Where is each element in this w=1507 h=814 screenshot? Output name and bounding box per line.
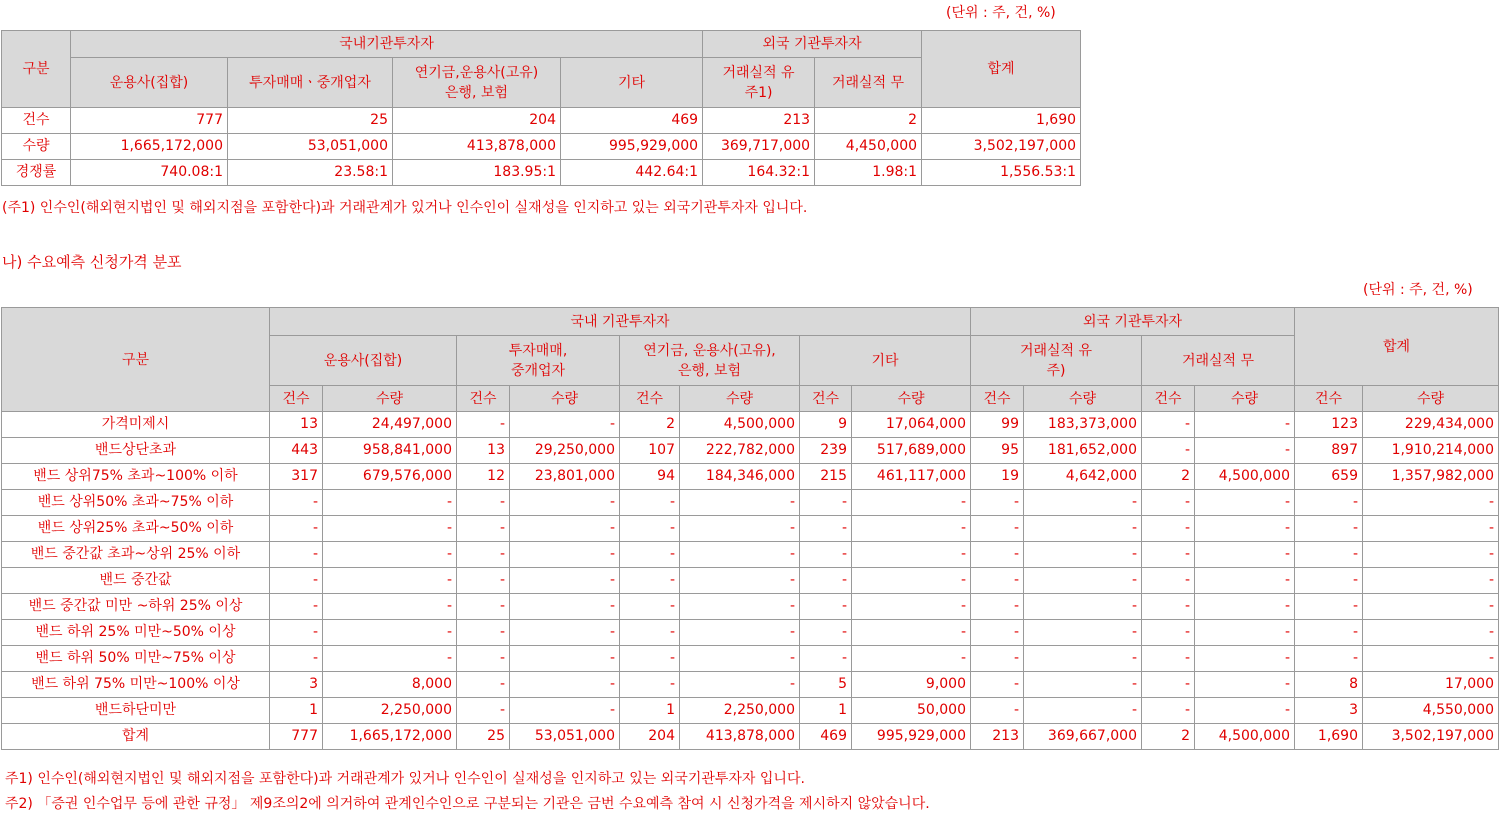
t1-col-header: 연기금,운용사(고유) 은행, 보험 <box>393 58 561 108</box>
competition-table <box>1 30 1081 186</box>
table-cell: - <box>852 516 971 542</box>
table-cell: 4,450,000 <box>815 134 922 160</box>
table-row <box>2 464 1499 490</box>
table-cell: - <box>1024 672 1142 698</box>
t1-col-header: 기타 <box>561 58 703 108</box>
t2-count-header: 건수 <box>270 386 323 412</box>
table-cell: 184,346,000 <box>680 464 800 490</box>
table-cell: 4,550,000 <box>1363 698 1499 724</box>
table-cell: - <box>800 646 852 672</box>
table-cell: 1 <box>620 698 680 724</box>
table-row <box>2 108 1081 134</box>
table-cell: 2,250,000 <box>323 698 457 724</box>
table-cell: - <box>323 542 457 568</box>
table-cell: 1,556.53:1 <box>922 160 1081 186</box>
table-cell: - <box>852 646 971 672</box>
table-cell: - <box>510 698 620 724</box>
table-cell: - <box>510 490 620 516</box>
t2-gubun-header: 구분 <box>2 308 270 412</box>
table-cell: - <box>1142 412 1195 438</box>
table-cell: - <box>510 620 620 646</box>
table-cell: - <box>800 594 852 620</box>
table-cell: - <box>1195 646 1295 672</box>
table-cell: - <box>1195 490 1295 516</box>
table-cell: - <box>510 646 620 672</box>
t2-group-header: 거래실적 무 <box>1142 336 1295 386</box>
table-cell: - <box>457 646 510 672</box>
table-cell: - <box>457 490 510 516</box>
table-cell: - <box>323 594 457 620</box>
table-cell: 1,665,172,000 <box>323 724 457 750</box>
table-cell: 23,801,000 <box>510 464 620 490</box>
domestic-header: 국내기관투자자 <box>71 31 703 58</box>
table-cell: 183.95:1 <box>393 160 561 186</box>
table-cell: 53,051,000 <box>510 724 620 750</box>
table-cell: 958,841,000 <box>323 438 457 464</box>
table-cell: - <box>1195 542 1295 568</box>
table-cell: - <box>1295 568 1363 594</box>
t2-count-header: 건수 <box>1295 386 1363 412</box>
table-row <box>2 672 1499 698</box>
t1-col-header: 거래실적 무 <box>815 58 922 108</box>
table-cell: - <box>270 620 323 646</box>
t2-qty-header: 수량 <box>852 386 971 412</box>
table-cell: - <box>510 542 620 568</box>
row-label: 밴드 중간값 초과~상위 25% 이하 <box>2 542 270 568</box>
table-cell: 461,117,000 <box>852 464 971 490</box>
table-cell: 24,497,000 <box>323 412 457 438</box>
table-cell: - <box>1142 438 1195 464</box>
table-cell: - <box>680 542 800 568</box>
t2-qty-header: 수량 <box>680 386 800 412</box>
table-cell: 369,717,000 <box>703 134 815 160</box>
table-cell: 2 <box>815 108 922 134</box>
table-cell: 4,500,000 <box>1195 464 1295 490</box>
row-label: 밴드 하위 75% 미만~100% 이상 <box>2 672 270 698</box>
table-row <box>2 724 1499 750</box>
table-row <box>2 438 1499 464</box>
table-cell: - <box>1295 516 1363 542</box>
t2-qty-header: 수량 <box>1363 386 1499 412</box>
table-cell: - <box>680 672 800 698</box>
table-cell: 897 <box>1295 438 1363 464</box>
table-cell: 25 <box>228 108 393 134</box>
table-cell: 181,652,000 <box>1024 438 1142 464</box>
table-cell: 53,051,000 <box>228 134 393 160</box>
table-cell: - <box>971 698 1024 724</box>
row-label: 수량 <box>2 134 71 160</box>
table-cell: - <box>270 594 323 620</box>
table-cell: - <box>270 490 323 516</box>
table-cell: 213 <box>703 108 815 134</box>
table-cell: - <box>971 646 1024 672</box>
table-cell: 4,500,000 <box>1195 724 1295 750</box>
table-cell: - <box>323 620 457 646</box>
t1-col-header: 투자매매ㆍ중개업자 <box>228 58 393 108</box>
row-label: 합계 <box>2 724 270 750</box>
table-cell: - <box>1363 646 1499 672</box>
row-label: 밴드 상위25% 초과~50% 이하 <box>2 516 270 542</box>
table-cell: - <box>1363 542 1499 568</box>
table-cell: - <box>1142 568 1195 594</box>
t2-group-header: 투자매매, 중개업자 <box>457 336 620 386</box>
table-cell: 8,000 <box>323 672 457 698</box>
t1-col-header: 운용사(집합) <box>71 58 228 108</box>
table-cell: 3 <box>1295 698 1363 724</box>
table-cell: 123 <box>1295 412 1363 438</box>
table-cell: - <box>510 672 620 698</box>
table-cell: - <box>620 594 680 620</box>
table-cell: - <box>1142 516 1195 542</box>
table-cell: 229,434,000 <box>1363 412 1499 438</box>
table-cell: 995,929,000 <box>561 134 703 160</box>
t2-qty-header: 수량 <box>323 386 457 412</box>
t2-group-header: 운용사(집합) <box>270 336 457 386</box>
table-cell: 1,690 <box>922 108 1081 134</box>
table-cell: 215 <box>800 464 852 490</box>
row-label: 밴드 상위75% 초과~100% 이하 <box>2 464 270 490</box>
table-cell: - <box>1195 594 1295 620</box>
table-cell: 17,000 <box>1363 672 1499 698</box>
table-cell: - <box>1142 542 1195 568</box>
table-cell: - <box>1024 516 1142 542</box>
table-cell: 659 <box>1295 464 1363 490</box>
table-cell: 12 <box>457 464 510 490</box>
table-cell: - <box>1295 542 1363 568</box>
table-cell: 13 <box>457 438 510 464</box>
table-cell: - <box>1024 568 1142 594</box>
table-cell: 95 <box>971 438 1024 464</box>
table-cell: - <box>1024 698 1142 724</box>
table-cell: - <box>1363 594 1499 620</box>
t2-count-header: 건수 <box>620 386 680 412</box>
table-cell: - <box>323 490 457 516</box>
table-cell: - <box>852 620 971 646</box>
table-cell: - <box>1195 672 1295 698</box>
table-cell: - <box>971 594 1024 620</box>
table-cell: - <box>323 646 457 672</box>
table-cell: - <box>1142 672 1195 698</box>
table-cell: - <box>620 620 680 646</box>
table-cell: - <box>1024 620 1142 646</box>
table-cell: - <box>1363 620 1499 646</box>
table-cell: 443 <box>270 438 323 464</box>
table-cell: - <box>800 516 852 542</box>
table-cell: 1,357,982,000 <box>1363 464 1499 490</box>
table-cell: 25 <box>457 724 510 750</box>
table2-unit: (단위 : 주, 건, %) <box>1363 282 1473 298</box>
row-label: 밴드상단초과 <box>2 438 270 464</box>
table-cell: - <box>1295 646 1363 672</box>
table-cell: - <box>971 620 1024 646</box>
table2-note-2: 주2) 「증권 인수업무 등에 관한 규정」 제9조의2에 의거하여 관계인수인으로 구분되는 기관은 금번 수요예측 참여 시 신청가격을 제시하지 않았습니다. <box>5 796 930 812</box>
t2-group-header: 거래실적 유 주) <box>971 336 1142 386</box>
table-cell: - <box>1295 490 1363 516</box>
table-cell: 1,910,214,000 <box>1363 438 1499 464</box>
table2-note-1: 주1) 인수인(해외현지법인 및 해외지점을 포함한다)과 거래관계가 있거나 인수인이 실재성을 인지하고 있는 외국기관투자자 입니다. <box>5 771 805 787</box>
table-cell: 164.32:1 <box>703 160 815 186</box>
table-cell: 317 <box>270 464 323 490</box>
table-cell: - <box>1142 594 1195 620</box>
table-cell: 413,878,000 <box>680 724 800 750</box>
table-cell: 29,250,000 <box>510 438 620 464</box>
table-cell: 469 <box>800 724 852 750</box>
table-cell: - <box>1142 646 1195 672</box>
table-row <box>2 542 1499 568</box>
table-cell: 2 <box>620 412 680 438</box>
section-title: 나) 수요예측 신청가격 분포 <box>2 253 182 271</box>
table-cell: - <box>1142 620 1195 646</box>
table-row <box>2 594 1499 620</box>
table-cell: - <box>971 516 1024 542</box>
table-cell: - <box>457 620 510 646</box>
table-cell: 4,500,000 <box>680 412 800 438</box>
row-label: 밴드하단미만 <box>2 698 270 724</box>
table-cell: 204 <box>393 108 561 134</box>
table-cell: - <box>620 516 680 542</box>
table-row <box>2 568 1499 594</box>
table-cell: 9 <box>800 412 852 438</box>
table-cell: - <box>270 646 323 672</box>
row-label: 밴드 중간값 미만 ~하위 25% 이상 <box>2 594 270 620</box>
table-cell: 99 <box>971 412 1024 438</box>
table-row <box>2 412 1499 438</box>
table-cell: 5 <box>800 672 852 698</box>
table-cell: - <box>1195 568 1295 594</box>
table-cell: - <box>680 568 800 594</box>
table-row <box>2 160 1081 186</box>
table-cell: 9,000 <box>852 672 971 698</box>
t2-count-header: 건수 <box>457 386 510 412</box>
table-cell: - <box>270 568 323 594</box>
table-cell: - <box>620 542 680 568</box>
table-cell: 107 <box>620 438 680 464</box>
t2-count-header: 건수 <box>800 386 852 412</box>
table-cell: - <box>680 490 800 516</box>
table-cell: - <box>457 542 510 568</box>
table-cell: - <box>1024 646 1142 672</box>
table-cell: - <box>457 516 510 542</box>
table-cell: 23.58:1 <box>228 160 393 186</box>
table-cell: 1,665,172,000 <box>71 134 228 160</box>
table-cell: - <box>971 542 1024 568</box>
table1-unit: (단위 : 주, 건, %) <box>946 5 1056 21</box>
t2-domestic-header: 국내 기관투자자 <box>270 308 971 336</box>
gubun-header: 구분 <box>2 31 71 108</box>
row-label: 가격미제시 <box>2 412 270 438</box>
row-label: 건수 <box>2 108 71 134</box>
table-cell: 8 <box>1295 672 1363 698</box>
row-label: 밴드 하위 25% 미만~50% 이상 <box>2 620 270 646</box>
table-cell: 1 <box>800 698 852 724</box>
total-header: 합계 <box>922 31 1081 108</box>
table-cell: 1 <box>270 698 323 724</box>
table-cell: - <box>510 594 620 620</box>
t2-qty-header: 수량 <box>1195 386 1295 412</box>
table-cell: - <box>620 568 680 594</box>
t2-qty-header: 수량 <box>1024 386 1142 412</box>
table-cell: 4,642,000 <box>1024 464 1142 490</box>
table-cell: 777 <box>270 724 323 750</box>
table-cell: 413,878,000 <box>393 134 561 160</box>
table-cell: - <box>800 620 852 646</box>
table-row <box>2 620 1499 646</box>
row-label: 밴드 하위 50% 미만~75% 이상 <box>2 646 270 672</box>
table-cell: - <box>620 646 680 672</box>
table-cell: 442.64:1 <box>561 160 703 186</box>
table-cell: - <box>457 594 510 620</box>
table-cell: 2 <box>1142 464 1195 490</box>
table-cell: - <box>680 620 800 646</box>
table-cell: - <box>1195 516 1295 542</box>
table-row <box>2 698 1499 724</box>
table-cell: - <box>270 542 323 568</box>
table-cell: 1.98:1 <box>815 160 922 186</box>
table-cell: 2,250,000 <box>680 698 800 724</box>
table-cell: 517,689,000 <box>852 438 971 464</box>
table-cell: - <box>852 594 971 620</box>
table-cell: - <box>680 516 800 542</box>
t2-total-header: 합계 <box>1295 308 1499 386</box>
t2-qty-header: 수량 <box>510 386 620 412</box>
table-cell: 204 <box>620 724 680 750</box>
table-cell: - <box>1295 594 1363 620</box>
table-cell: 50,000 <box>852 698 971 724</box>
table-cell: - <box>680 594 800 620</box>
foreign-header: 외국 기관투자자 <box>703 31 922 58</box>
table-cell: - <box>510 516 620 542</box>
t2-count-header: 건수 <box>971 386 1024 412</box>
table-cell: 183,373,000 <box>1024 412 1142 438</box>
table-cell: - <box>852 490 971 516</box>
table-cell: 213 <box>971 724 1024 750</box>
table-cell: 19 <box>971 464 1024 490</box>
table-cell: - <box>510 568 620 594</box>
row-label: 밴드 중간값 <box>2 568 270 594</box>
table-cell: - <box>800 542 852 568</box>
table-cell: - <box>800 568 852 594</box>
table-cell: 469 <box>561 108 703 134</box>
table-cell: - <box>1195 412 1295 438</box>
table-cell: - <box>1295 620 1363 646</box>
table-cell: - <box>852 542 971 568</box>
table-cell: 740.08:1 <box>71 160 228 186</box>
table-cell: - <box>620 672 680 698</box>
table-cell: - <box>1195 438 1295 464</box>
table-cell: - <box>620 490 680 516</box>
table-row <box>2 134 1081 160</box>
table-cell: - <box>1195 698 1295 724</box>
table-cell: - <box>971 568 1024 594</box>
table-cell: - <box>1195 620 1295 646</box>
table-cell: - <box>1363 490 1499 516</box>
table-cell: 94 <box>620 464 680 490</box>
row-label: 밴드 상위50% 초과~75% 이하 <box>2 490 270 516</box>
table-row <box>2 516 1499 542</box>
t1-col-header: 거래실적 유 주1) <box>703 58 815 108</box>
table-cell: - <box>1024 542 1142 568</box>
table-cell: 679,576,000 <box>323 464 457 490</box>
table-cell: 3 <box>270 672 323 698</box>
t2-count-header: 건수 <box>1142 386 1195 412</box>
t2-group-header: 연기금, 운용사(고유), 은행, 보험 <box>620 336 800 386</box>
table-cell: - <box>323 516 457 542</box>
table-row <box>2 490 1499 516</box>
table-cell: - <box>457 412 510 438</box>
table-cell: 995,929,000 <box>852 724 971 750</box>
table-cell: - <box>971 490 1024 516</box>
table-cell: - <box>457 568 510 594</box>
t2-group-header: 기타 <box>800 336 971 386</box>
table-cell: 2 <box>1142 724 1195 750</box>
table-cell: - <box>323 568 457 594</box>
table-cell: 3,502,197,000 <box>922 134 1081 160</box>
row-label: 경쟁률 <box>2 160 71 186</box>
table-cell: 1,690 <box>1295 724 1363 750</box>
table-cell: 239 <box>800 438 852 464</box>
t2-foreign-header: 외국 기관투자자 <box>971 308 1295 336</box>
table-cell: 777 <box>71 108 228 134</box>
table-cell: - <box>457 672 510 698</box>
table-cell: - <box>457 698 510 724</box>
table-cell: - <box>1024 490 1142 516</box>
table-cell: 369,667,000 <box>1024 724 1142 750</box>
table-cell: - <box>852 568 971 594</box>
table-cell: - <box>971 672 1024 698</box>
table-row <box>2 646 1499 672</box>
table-cell: - <box>1363 568 1499 594</box>
table-cell: - <box>680 646 800 672</box>
table-cell: - <box>270 516 323 542</box>
table-cell: 17,064,000 <box>852 412 971 438</box>
table-cell: - <box>1363 516 1499 542</box>
table-cell: - <box>1142 698 1195 724</box>
table-cell: 3,502,197,000 <box>1363 724 1499 750</box>
price-distribution-table <box>1 307 1499 750</box>
table-cell: 13 <box>270 412 323 438</box>
table1-note: (주1) 인수인(해외현지법인 및 해외지점을 포함한다)과 거래관계가 있거나 인수인이 실재성을 인지하고 있는 외국기관투자자 입니다. <box>2 200 808 216</box>
table-cell: - <box>510 412 620 438</box>
table-cell: 222,782,000 <box>680 438 800 464</box>
table-cell: - <box>1142 490 1195 516</box>
table-cell: - <box>1024 594 1142 620</box>
table-cell: - <box>800 490 852 516</box>
